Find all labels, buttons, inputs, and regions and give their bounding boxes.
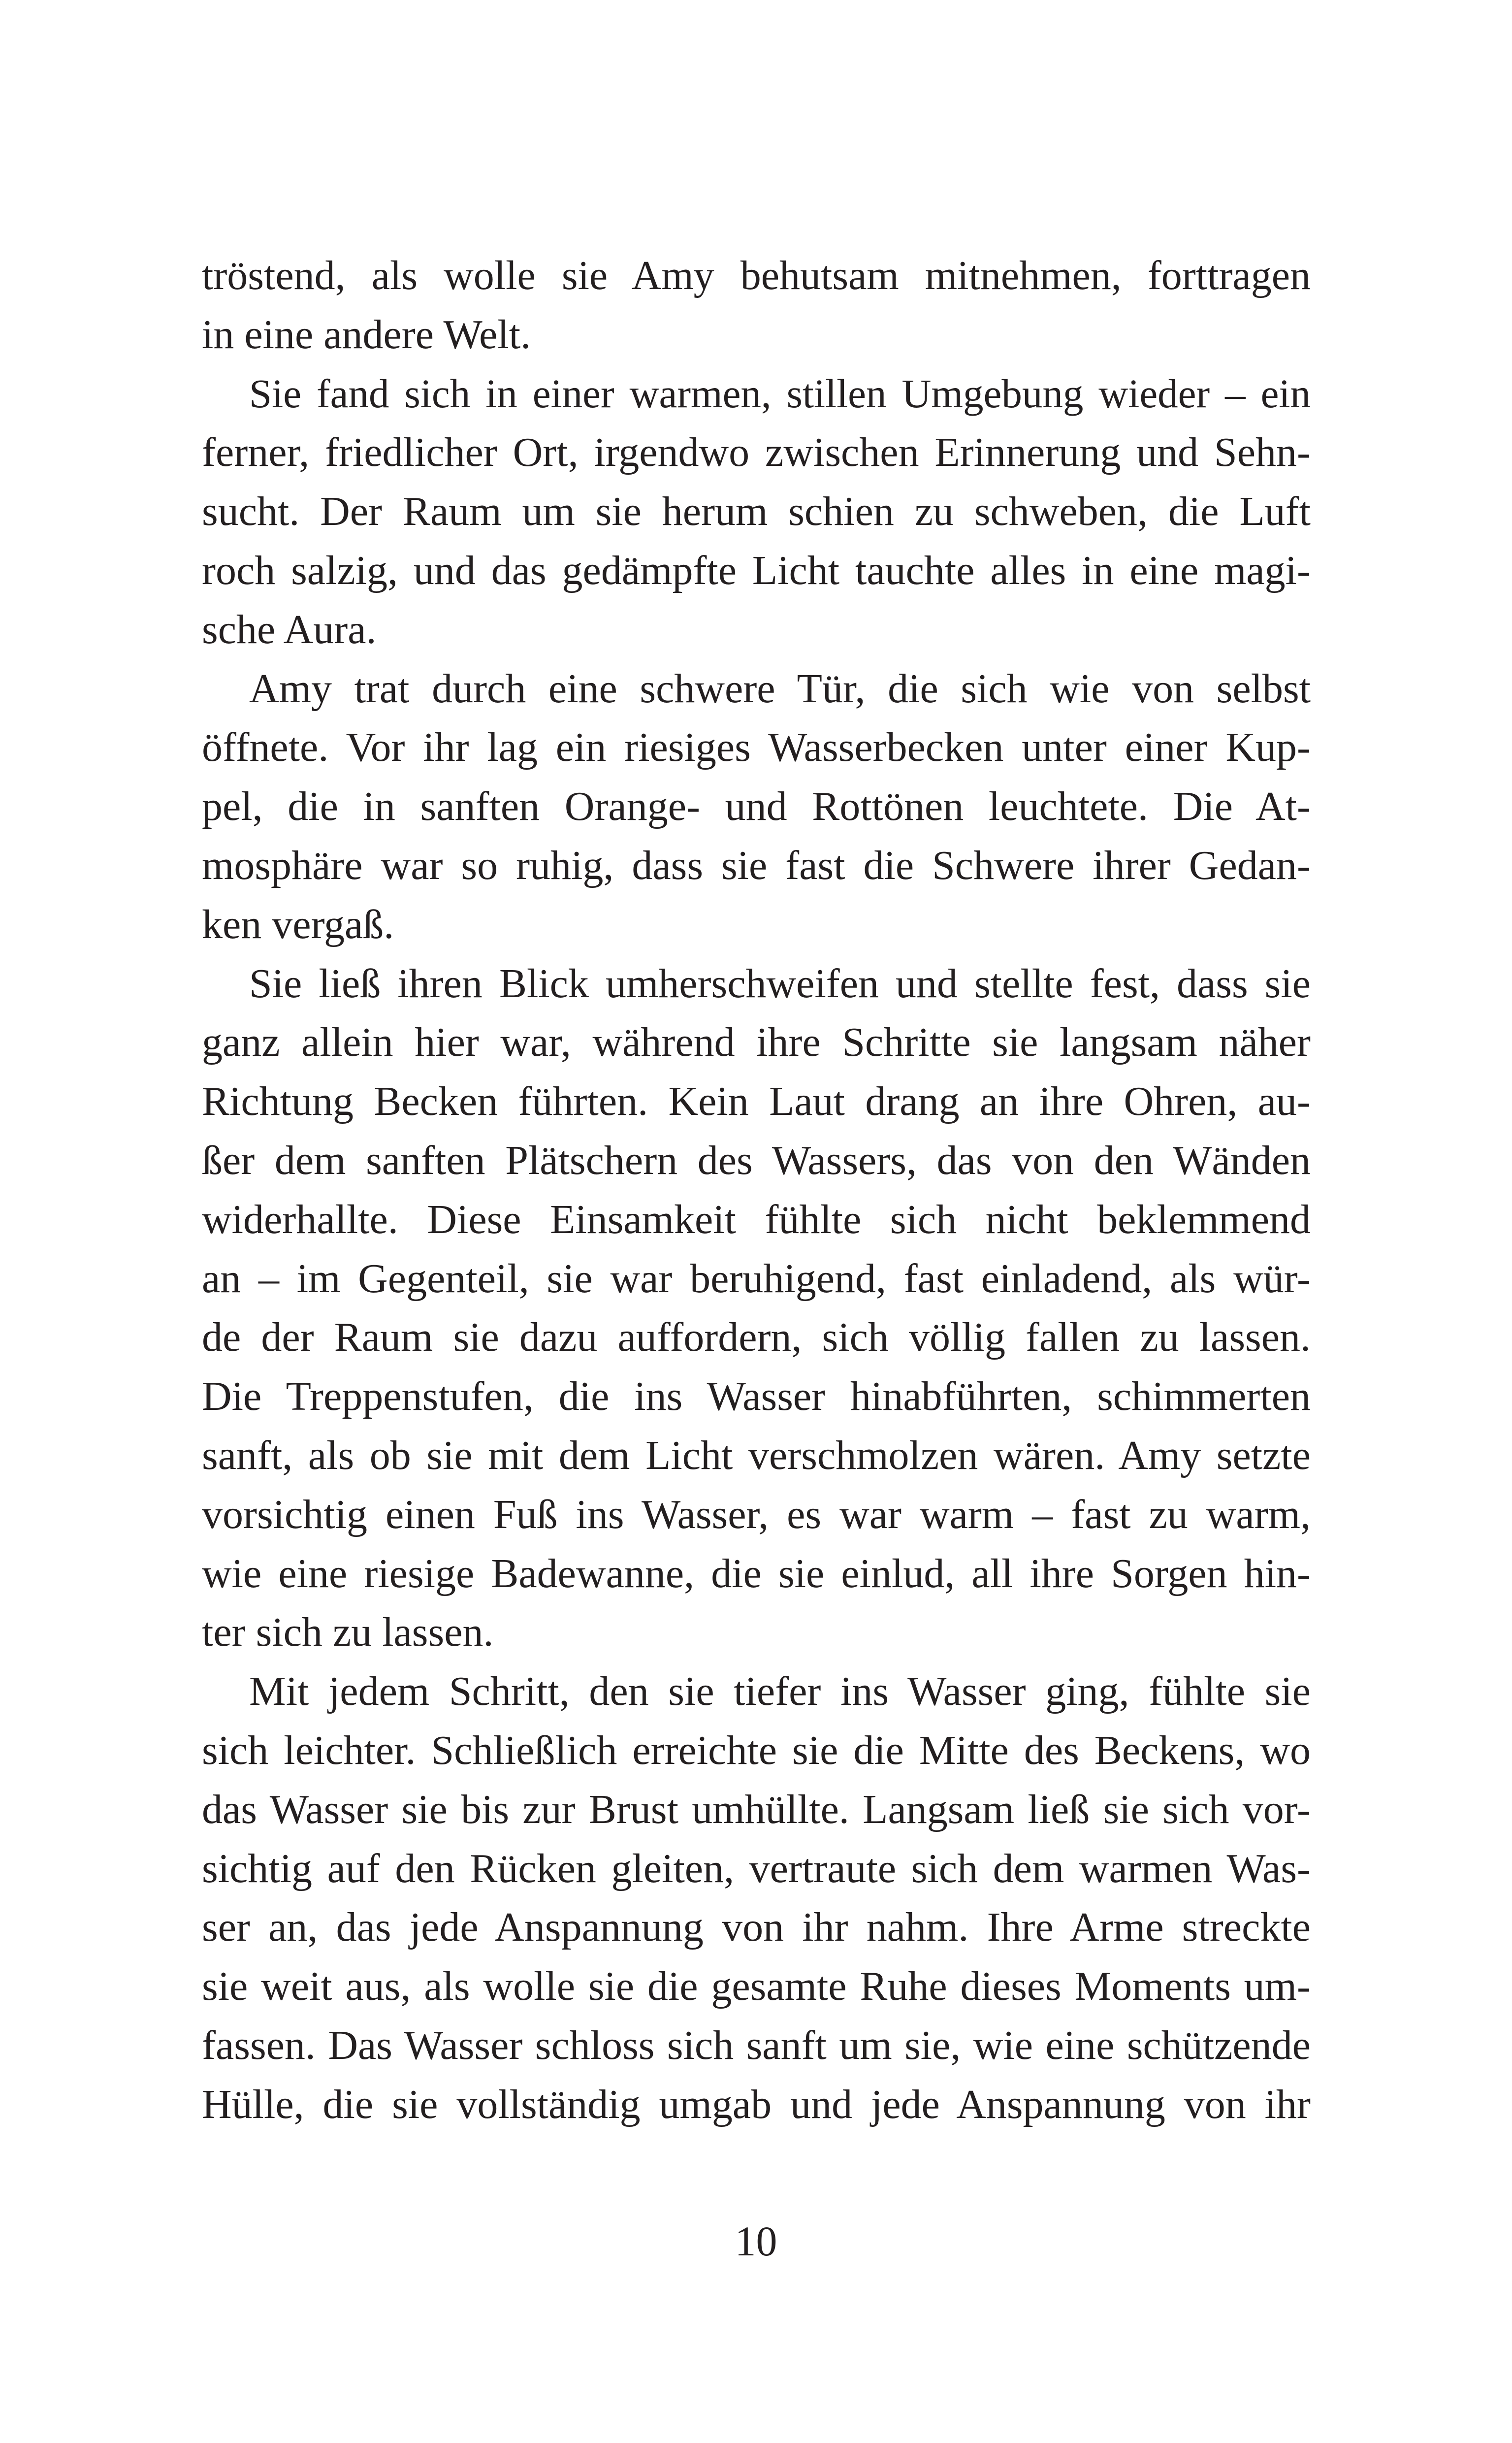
- text-line: ser an, das jede Anspannung von ihr nahm. Ihre Arme streckte: [202, 1904, 1311, 1951]
- text-line: wie eine riesige Badewanne, die sie einlud, all ihre Sorgen hin-: [202, 1550, 1311, 1596]
- text-line: roch salzig, und das gedämpfte Licht tauchte alles in eine magi-: [202, 547, 1311, 593]
- text-line: sche Aura.: [202, 606, 377, 652]
- text-line: fassen. Das Wasser schloss sich sanft um sie, wie eine schützende: [202, 2022, 1311, 2068]
- text-line: in eine andere Welt.: [202, 311, 531, 358]
- text-line: Hülle, die sie vollständig umgab und jede Anspannung von ihr: [202, 2081, 1311, 2127]
- text-line: pel, die in sanften Orange- und Rottönen leuchtete. Die At-: [202, 783, 1311, 830]
- text-line: sanft, als ob sie mit dem Licht verschmolzen wären. Amy setzte: [202, 1432, 1311, 1478]
- text-line: ganz allein hier war, während ihre Schritte sie langsam näher: [202, 1019, 1311, 1066]
- text-line: Amy trat durch eine schwere Tür, die sich wie von selbst: [249, 665, 1311, 712]
- text-line: de der Raum sie dazu auffordern, sich völlig fallen zu lassen.: [202, 1314, 1311, 1361]
- text-line: ter sich zu lassen.: [202, 1609, 494, 1656]
- text-line: widerhallte. Diese Einsamkeit fühlte sich nicht beklemmend: [202, 1196, 1311, 1242]
- text-line: ßer dem sanften Plätschern des Wassers, das von den Wänden: [202, 1137, 1311, 1183]
- text-line: sich leichter. Schließlich erreichte sie die Mitte des Beckens, wo: [202, 1727, 1311, 1773]
- text-line: tröstend, als wolle sie Amy behutsam mitnehmen, forttragen: [202, 253, 1311, 298]
- text-line: an – im Gegenteil, sie war beruhigend, fast einladend, als wür-: [202, 1255, 1311, 1302]
- text-line: Mit jedem Schritt, den sie tiefer ins Wasser ging, fühlte sie: [249, 1668, 1311, 1715]
- text-line: öffnete. Vor ihr lag ein riesiges Wasserbecken unter einer Kup-: [202, 724, 1311, 771]
- text-line: Die Treppenstufen, die ins Wasser hinabführten, schimmerten: [202, 1373, 1311, 1420]
- text-line: Sie ließ ihren Blick umherschweifen und stellte fest, dass sie: [249, 960, 1311, 1007]
- text-line: sie weit aus, als wolle sie die gesamte Ruhe dieses Moments um-: [202, 1963, 1311, 2010]
- page-number: 10: [735, 2217, 777, 2265]
- text-line: ferner, friedlicher Ort, irgendwo zwischen Erinnerung und Sehn-: [202, 429, 1311, 476]
- text-line: vorsichtig einen Fuß ins Wasser, es war warm – fast zu warm,: [202, 1491, 1311, 1537]
- text-line: Sie fand sich in einer warmen, stillen Umgebung wieder – ein: [249, 370, 1311, 416]
- text-line: sucht. Der Raum um sie herum schien zu schweben, die Luft: [202, 489, 1311, 535]
- text-line: das Wasser sie bis zur Brust umhüllte. Langsam ließ sie sich vor-: [202, 1786, 1311, 1832]
- body-text: [202, 246, 1311, 2134]
- text-line: mosphäre war so ruhig, dass sie fast die Schwere ihrer Gedan-: [202, 842, 1311, 888]
- text-line: sichtig auf den Rücken gleiten, vertraute sich dem warmen Was-: [202, 1845, 1311, 1891]
- text-line: Richtung Becken führten. Kein Laut drang an ihre Ohren, au-: [202, 1078, 1311, 1125]
- text-line: ken vergaß.: [202, 901, 394, 947]
